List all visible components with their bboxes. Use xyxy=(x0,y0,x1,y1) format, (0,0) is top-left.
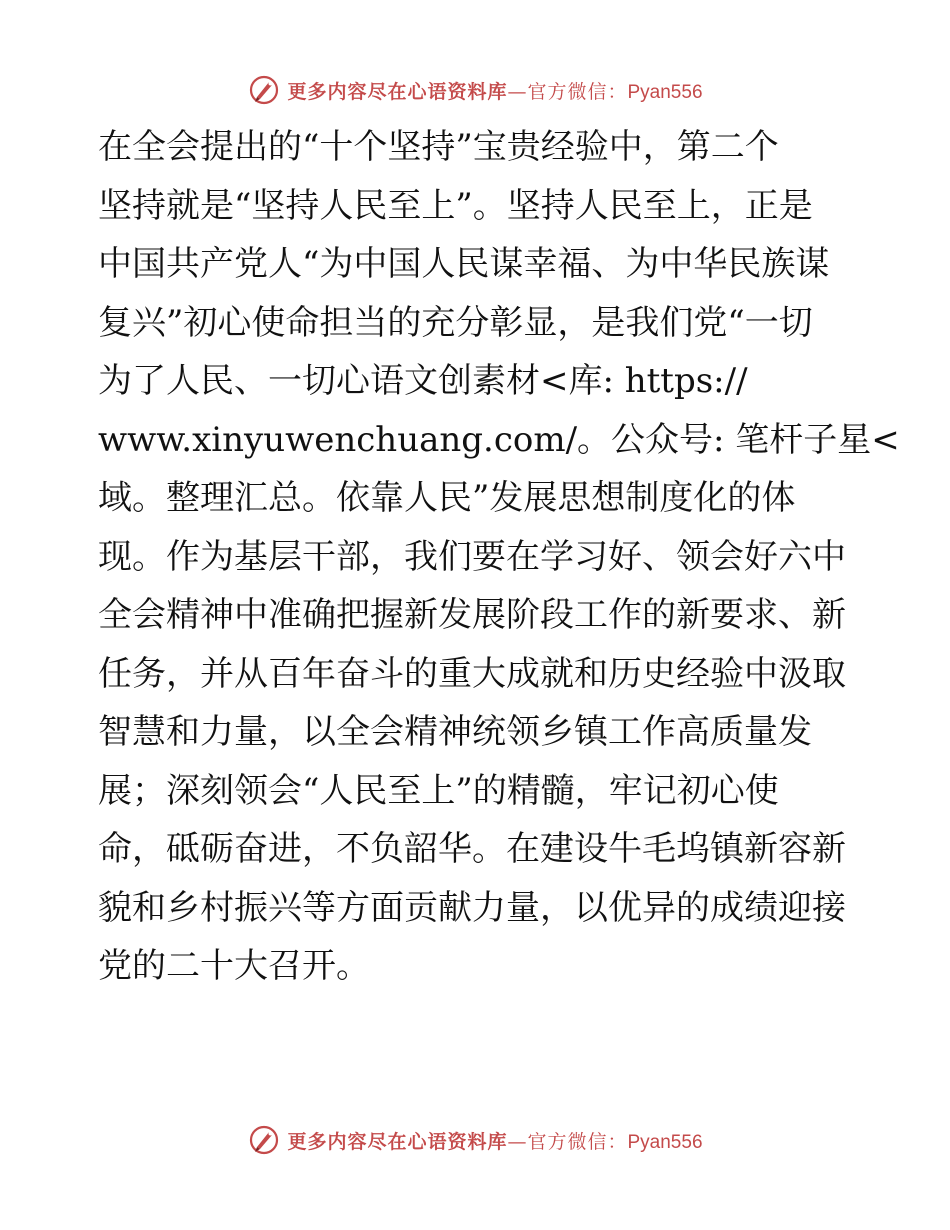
body-line: 为了人民、一切心语文创素材<库: https:// xyxy=(98,361,748,401)
header-brand: 更多内容尽在心语资料库 xyxy=(287,80,508,103)
header-wechat-label: 官方微信： xyxy=(527,80,628,103)
footer-brand: 更多内容尽在心语资料库 xyxy=(287,1130,508,1153)
body-line: 任务，并从百年奋斗的重大成就和历史经验中汲取 xyxy=(98,653,846,694)
body-line: 在全会提出的“十个坚持”宝贵经验中，第二个 xyxy=(98,127,779,167)
body-line: 中国共产党人“为中国人民谋幸福、为中华民族谋 xyxy=(98,244,830,284)
body-line: www.xinyuwenchuang.com/。公众号: 笔杆子星< xyxy=(98,419,900,460)
header-wechat-id: Pyan556 xyxy=(627,81,703,103)
footer-wechat-label: 官方微信： xyxy=(527,1130,628,1153)
header-banner xyxy=(0,70,950,110)
body-line: 命，砥砺奋进，不负韶华。在建设牛毛坞镇新容新 xyxy=(98,829,846,869)
pen-logo-icon xyxy=(247,73,281,107)
footer-separator: — xyxy=(507,1130,528,1153)
footer-text xyxy=(287,1127,702,1154)
pen-logo-icon xyxy=(247,1123,281,1157)
body-line: 坚持就是“坚持人民至上”。坚持人民至上，正是 xyxy=(98,185,813,226)
header-text xyxy=(287,77,702,104)
body-line: 展；深刻领会“人民至上”的精髓，牢记初心使 xyxy=(98,770,779,811)
body-line: 全会精神中准确把握新发展阶段工作的新要求、新 xyxy=(98,595,846,635)
body-line: 域。整理汇总。依靠人民”发展思想制度化的体 xyxy=(98,478,796,518)
body-line: 智慧和力量，以全会精神统领乡镇工作高质量发 xyxy=(98,712,812,752)
body-line: 貌和乡村振兴等方面贡献力量，以优异的成绩迎接 xyxy=(98,887,846,928)
body-line: 党的二十大召开。 xyxy=(98,946,370,986)
footer-wechat-id: Pyan556 xyxy=(627,1131,703,1153)
body-line: 现。作为基层干部，我们要在学习好、领会好六中 xyxy=(98,536,846,577)
footer-banner xyxy=(0,1120,950,1160)
header-separator: — xyxy=(507,80,528,103)
body-line: 复兴”初心使命担当的充分彰显，是我们党“一切 xyxy=(98,302,813,343)
document-body xyxy=(98,118,900,996)
